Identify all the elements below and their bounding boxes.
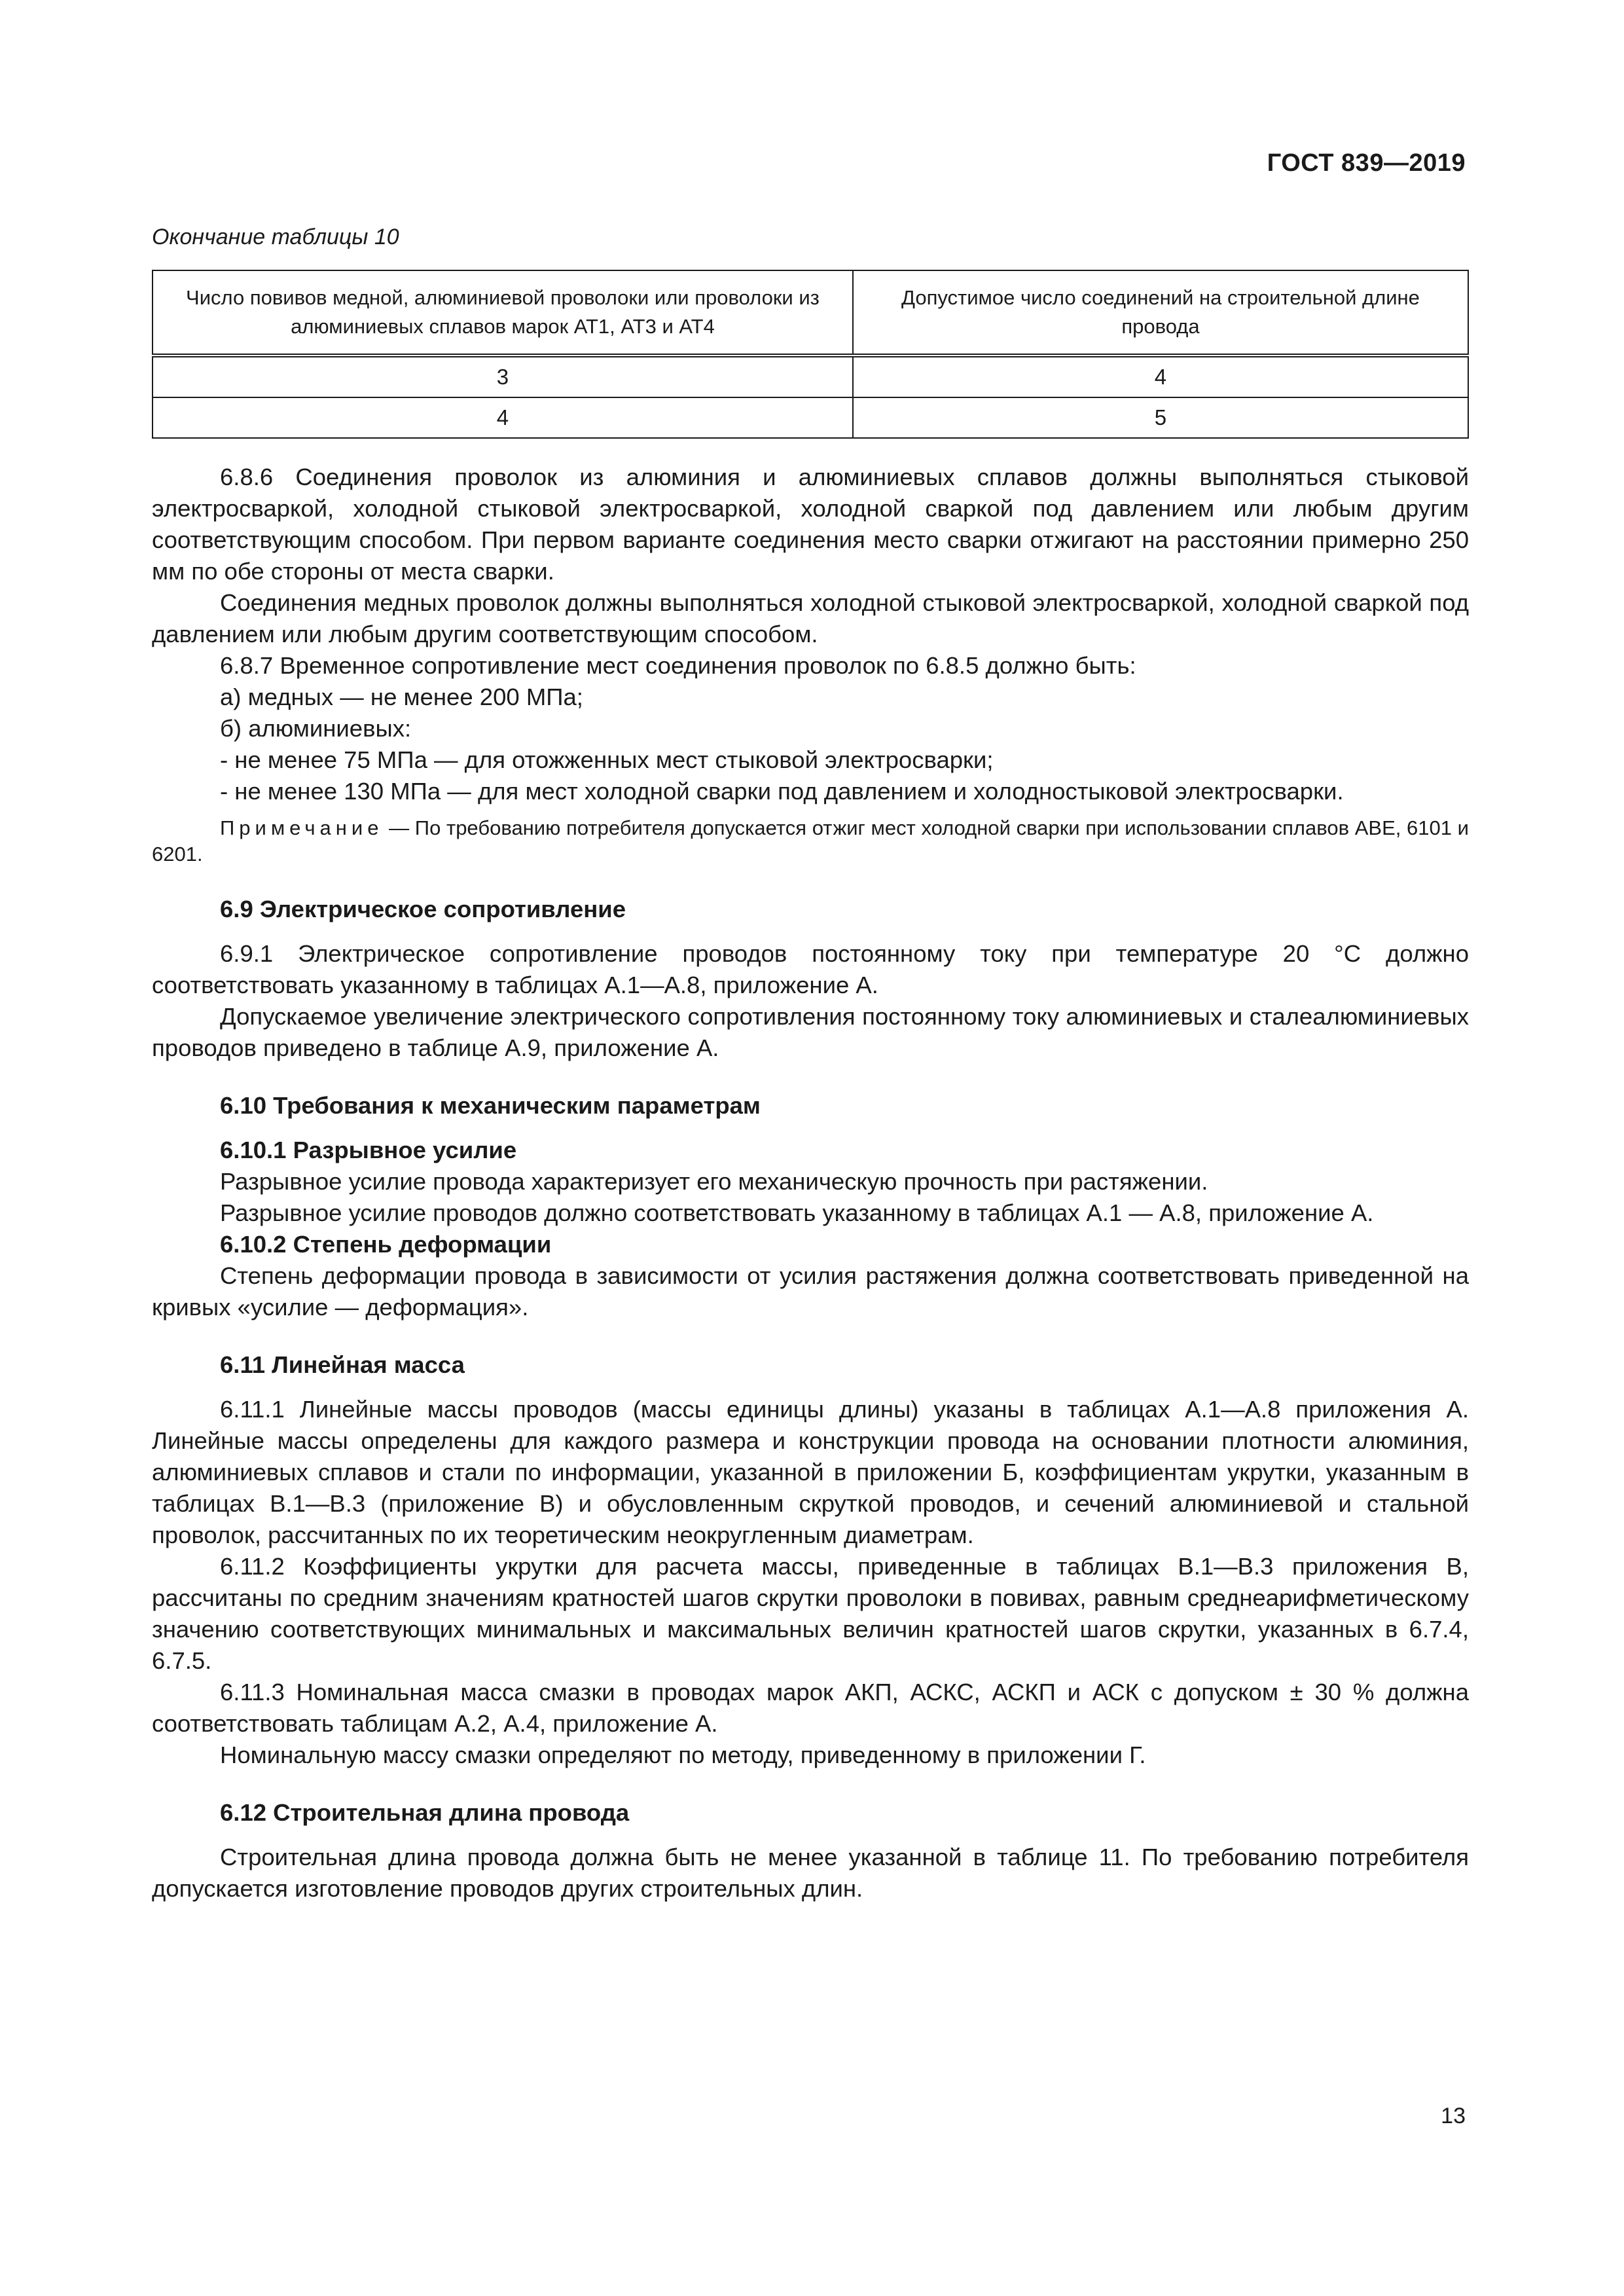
heading-6-10: 6.10 Требования к механическим параметрам: [220, 1092, 761, 1119]
note-text: — По требованию потребителя допускается отжиг мест холодной сварки при использовании сплавов АВЕ, 6101 и 6201.: [152, 816, 1469, 866]
heading-6-10-2: 6.10.2 Степень деформации: [220, 1231, 552, 1258]
paragraph-6-8-6: 6.8.6 Соединения проволок из алюминия и алюминиевых сплавов должны выполняться стыковой электросваркой, холодной стыковой электросваркой, холодной сваркой под давлением или любым другим соответствующим способом. При первом варианте соединения место сварки отжигают на расстоянии примерно 250 мм по обе стороны от места сварки.: [152, 464, 1469, 585]
note-label: Примечание: [220, 816, 384, 839]
table-10: [152, 270, 1469, 439]
document-body: [152, 462, 1469, 1904]
note: [152, 815, 1469, 867]
paragraph-6-11-3: 6.11.3 Номинальная масса смазки в проводах марок АКП, АСКС, АСКП и АСК с допуском ± 30 % должна соответствовать таблицам А.2, А.4, приложение А.: [152, 1679, 1469, 1737]
paragraph-6-11-2: 6.11.2 Коэффициенты укрутки для расчета массы, приведенные в таблицах В.1—В.3 приложения В, рассчитаны по средним значениям кратностей шагов скрутки проволоки в повивах, равным среднеарифметическому значению соответствующих минимальных и максимальных величин кратностей шагов скрутки, указанных в 6.7.4, 6.7.5.: [152, 1553, 1469, 1674]
standard-number: ГОСТ 839—2019: [1267, 149, 1466, 177]
table-cell: 4: [853, 355, 1468, 397]
paragraph-6-10-1b: Разрывное усилие проводов должно соответствовать указанному в таблицах А.1 — А.8, приложение А.: [220, 1199, 1374, 1226]
table-row: [153, 355, 1468, 397]
list-item-b2: - не менее 130 МПа — для мест холодной сварки под давлением и холодностыковой электросварки.: [220, 778, 1344, 805]
paragraph-6-10-1a: Разрывное усилие провода характеризует его механическую прочность при растяжении.: [220, 1168, 1208, 1195]
table-header-row: [153, 270, 1468, 355]
list-item-a: а) медных — не менее 200 МПа;: [220, 683, 583, 710]
paragraph-6-11-3b: Номинальную массу смазки определяют по методу, приведенному в приложении Г.: [220, 1741, 1146, 1768]
paragraph-6-12: Строительная длина провода должна быть не менее указанной в таблице 11. По требованию потребителя допускается изготовление проводов других строительных длин.: [152, 1844, 1469, 1902]
table-cell: 5: [853, 397, 1468, 438]
paragraph-6-10-2: Степень деформации провода в зависимости от усилия растяжения должна соответствовать приведенной на кривых «усилие — деформация».: [152, 1262, 1469, 1321]
table-header-cell: Число повивов медной, алюминиевой проволоки или проволоки из алюминиевых сплавов марок АТ1, АТ3 и АТ4: [153, 270, 853, 355]
paragraph-copper-joints: Соединения медных проволок должны выполняться холодной стыковой электросваркой, холодной сваркой под давлением или любым другим соответствующим способом.: [152, 589, 1469, 647]
paragraph-6-8-7: 6.8.7 Временное сопротивление мест соединения проволок по 6.8.5 должно быть:: [220, 652, 1136, 679]
paragraph-6-9-1: 6.9.1 Электрическое сопротивление проводов постоянному току при температуре 20 °С должно соответствовать указанному в таблицах А.1—А.8, приложение А.: [152, 940, 1469, 998]
table-cell: 3: [153, 355, 853, 397]
paragraph-6-11-1: 6.11.1 Линейные массы проводов (массы единицы длины) указаны в таблицах А.1—А.8 приложения А. Линейные массы определены для каждого размера и конструкции провода на основании плотности алюминия, алюминиевых сплавов и стали по информации, указанной в приложении Б, коэффициентам укрутки, указанным в таблицах В.1—В.3 (приложение В) и обусловленным скруткой проводов, и сечений алюминиевой и стальной проволок, рассчитанных по их теоретическим неокругленным диаметрам.: [152, 1396, 1469, 1548]
list-item-b: б) алюминиевых:: [220, 715, 412, 742]
table-header-cell: Допустимое число соединений на строительной длине провода: [853, 270, 1468, 355]
paragraph-6-9-resistance-increase: Допускаемое увеличение электрического сопротивления постоянному току алюминиевых и сталеалюминиевых проводов приведено в таблице А.9, приложение А.: [152, 1003, 1469, 1061]
heading-6-10-1: 6.10.1 Разрывное усилие: [220, 1137, 517, 1163]
table-caption: Окончание таблицы 10: [152, 225, 399, 249]
heading-6-12: 6.12 Строительная длина провода: [220, 1799, 630, 1826]
list-item-b1: - не менее 75 МПа — для отожженных мест стыковой электросварки;: [220, 746, 994, 773]
heading-6-9: 6.9 Электрическое сопротивление: [220, 896, 626, 922]
table-cell: 4: [153, 397, 853, 438]
table-row: [153, 397, 1468, 438]
page-number: 13: [1441, 2104, 1466, 2128]
heading-6-11: 6.11 Линейная масса: [220, 1351, 465, 1378]
